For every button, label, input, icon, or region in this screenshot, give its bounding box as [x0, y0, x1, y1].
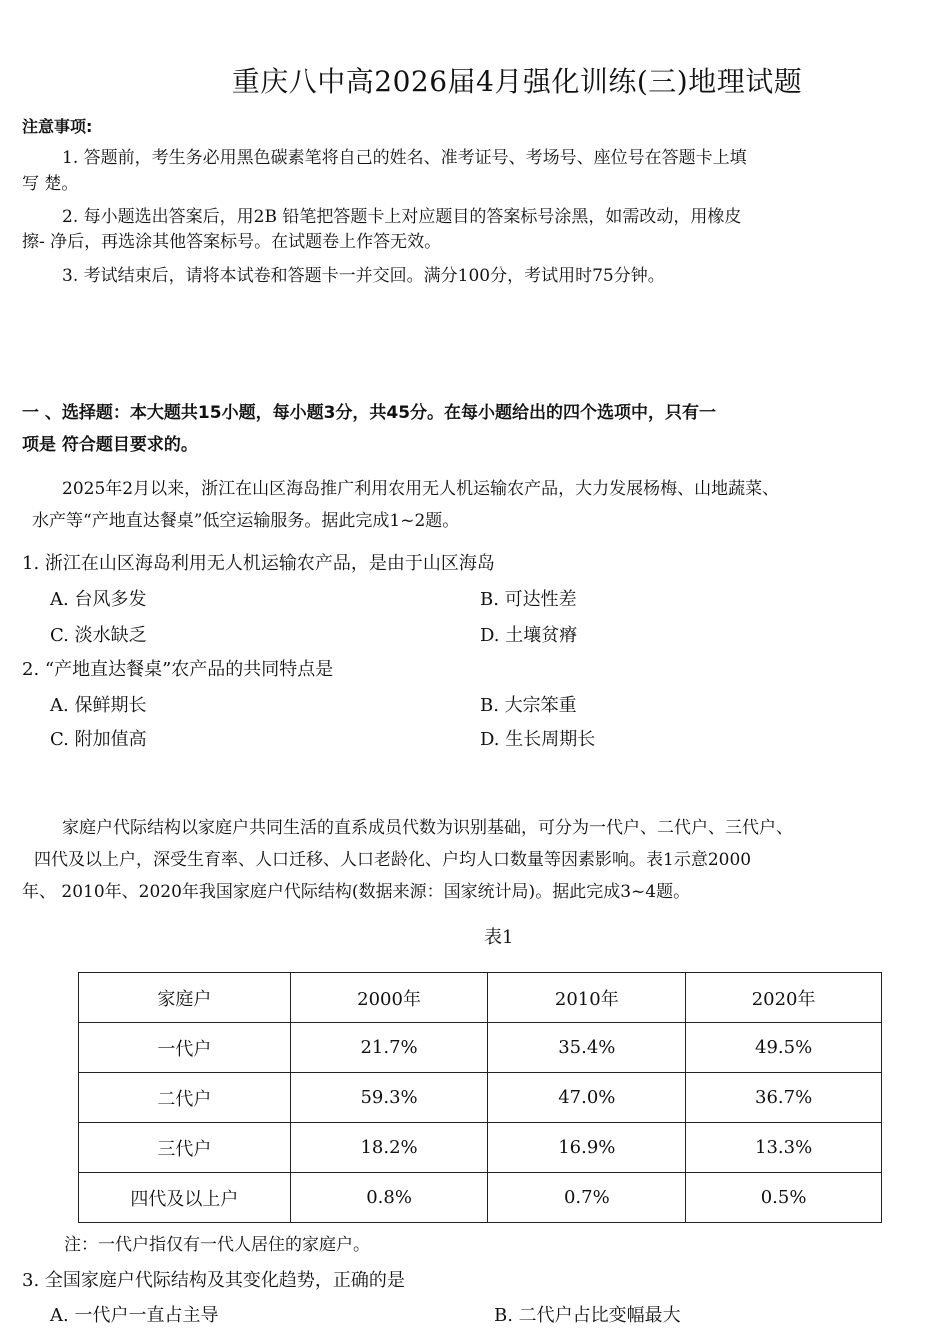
table-row-label: 三代户: [79, 1123, 291, 1173]
section-heading-line1: 一 、选择题：本大题共15小题，每小题3分，共45分。在每小题给出的四个选项中，只有一: [22, 403, 717, 423]
table-cell: 36.7%: [686, 1073, 882, 1123]
table-row: [79, 1173, 882, 1223]
passage2-line3: 年、 2010年、2020年我国家庭户代际结构(数据来源：国家统计局)。据此完成3~4题。: [22, 882, 691, 902]
table-cell: 0.8%: [290, 1173, 488, 1223]
question-3-stem: 3. 全国家庭户代际结构及其变化趋势，正确的是: [22, 1270, 405, 1291]
household-structure-table: [78, 972, 882, 1223]
question-1-option-a: A. 台风多发: [50, 589, 147, 610]
passage1-line1: 2025年2月以来，浙江在山区海岛推广利用农用无人机运输农产品，大力发展杨梅、山地蔬菜、: [62, 479, 780, 499]
question-2-option-d: D. 生长周期长: [480, 729, 596, 750]
question-1-stem: 1. 浙江在山区海岛利用无人机运输农产品，是由于山区海岛: [22, 553, 495, 574]
question-2-option-a: A. 保鲜期长: [50, 695, 147, 716]
passage1-line2: 水产等“产地直达餐桌”低空运输服务。据此完成1~2题。: [32, 511, 460, 531]
table-cell: 16.9%: [488, 1123, 686, 1173]
table-cell: 35.4%: [488, 1023, 686, 1073]
table-cell: 18.2%: [290, 1123, 488, 1173]
table-cell: 59.3%: [290, 1073, 488, 1123]
passage2-line2: 四代及以上户，深受生育率、人口迁移、人口老龄化、户均人口数量等因素影响。表1示意2000: [34, 850, 752, 870]
question-1-option-c: C. 淡水缺乏: [50, 625, 147, 646]
table-row-label: 一代户: [79, 1023, 291, 1073]
notice-item-1-line2: 写 楚。: [22, 174, 79, 194]
table-row: [79, 1073, 882, 1123]
table-header-cell: 2010年: [488, 973, 686, 1023]
page-title: 重庆八中高2026届4月强化训练(三)地理试题: [231, 65, 803, 98]
table-row-label: 四代及以上户: [79, 1173, 291, 1223]
question-2-option-c: C. 附加值高: [50, 729, 147, 750]
table-header-cell: 家庭户: [79, 973, 291, 1023]
question-3-option-b: B. 二代户占比变幅最大: [494, 1305, 681, 1326]
table-cell: 49.5%: [686, 1023, 882, 1073]
table-header-cell: 2000年: [290, 973, 488, 1023]
table-header-row: [79, 973, 882, 1023]
table-caption: 表1: [484, 927, 514, 948]
notice-item-2-line1: 2. 每小题选出答案后，用2B 铅笔把答题卡上对应题目的答案标号涂黑，如需改动，用橡皮: [62, 207, 742, 227]
table-cell: 0.5%: [686, 1173, 882, 1223]
passage2-line1: 家庭户代际结构以家庭户共同生活的直系成员代数为识别基础，可分为一代户、二代户、三代户、: [62, 818, 793, 838]
table-row-label: 二代户: [79, 1073, 291, 1123]
notice-item-3-line1: 3. 考试结束后，请将本试卷和答题卡一并交回。满分100分，考试用时75分钟。: [62, 266, 665, 286]
question-2-stem: 2. “产地直达餐桌”农产品的共同特点是: [22, 659, 334, 680]
table-cell: 0.7%: [488, 1173, 686, 1223]
question-2-option-b: B. 大宗笨重: [480, 695, 577, 716]
notice-item-1-line1: 1. 答题前，考生务必用黑色碳素笔将自己的姓名、准考证号、考场号、座位号在答题卡上填: [62, 148, 747, 168]
table-row: [79, 1123, 882, 1173]
table-header-cell: 2020年: [686, 973, 882, 1023]
question-1-option-d: D. 土壤贫瘠: [480, 625, 578, 646]
table-note: 注：一代户指仅有一代人居住的家庭户。: [64, 1235, 370, 1255]
notice-item-2-line2: 擦- 净后，再选涂其他答案标号。在试题卷上作答无效。: [22, 232, 442, 252]
table-cell: 13.3%: [686, 1123, 882, 1173]
table-cell: 21.7%: [290, 1023, 488, 1073]
question-3-option-a: A. 一代户一直占主导: [50, 1305, 219, 1326]
notice-heading: 注意事项:: [22, 117, 93, 136]
table-cell: 47.0%: [488, 1073, 686, 1123]
table-row: [79, 1023, 882, 1073]
section-heading-line2: 项是 符合题目要求的。: [22, 435, 198, 455]
question-1-option-b: B. 可达性差: [480, 589, 577, 610]
